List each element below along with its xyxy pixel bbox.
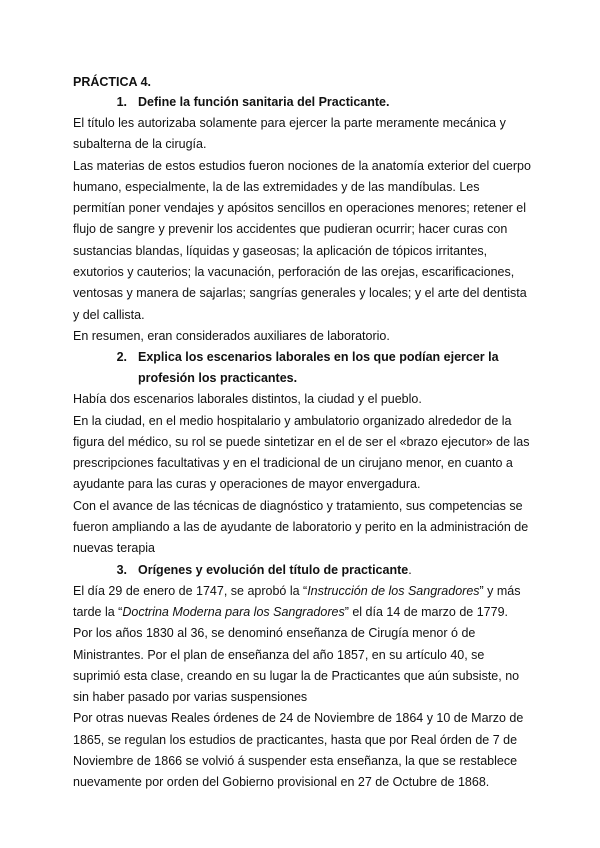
section-number: 1. [116,95,127,109]
section-heading-label: Orígenes y evolución del título de practicante [138,562,409,577]
text-run: El día 29 de enero de 1747, se aprobó la “ [73,583,308,598]
paragraph: El título les autorizaba solamente para ejercer la parte meramente mecánica y subalterna de la cirugía. [73,116,506,152]
italic-title: Instrucción de los Sangradores [307,583,480,598]
page-title: PRÁCTICA 4. [73,75,152,89]
paragraph: En resumen, eran considerados auxiliares de laboratorio. [73,328,390,343]
paragraph: Por otras nuevas Reales órdenes de 24 de Noviembre de 1864 y 10 de Marzo de 1865, se regulan los estudios de practicantes, hasta que por Real órden de 7 de Noviembre de 1866 se volvió á suspender esta enseñanza, la que se restablece nuevamente por orden del Gobierno provisional en 27 de Octubre de 1868. [73,711,524,790]
text-run: ” y más tarde la “ [73,583,521,619]
section-heading-text: Define la función sanitaria del Practicante. [138,95,390,109]
document-page [73,72,533,794]
section-heading-text: Explica los escenarios laborales en los que podían ejercer la profesión los practicantes. [138,350,499,386]
heading-period: . [408,562,412,577]
paragraph: En la ciudad, en el medio hospitalario y ambulatorio organizado alrededor de la figura del médico, su rol se puede sintetizar en el de ser el «brazo ejecutor» de las prescripciones facultativas y en el tradicional de un cirujano menor, en cuanto a ayudante para las curas y operaciones de mayor envergadura. [73,413,530,492]
section-number: 3. [116,562,127,577]
section-heading-3 [73,560,533,581]
paragraph: Había dos escenarios laborales distintos, la ciudad y el pueblo. [73,392,422,407]
text-run: ” el día 14 de marzo de 1779. [344,604,509,619]
section-heading-text [127,560,533,581]
section-heading-1 [73,92,533,113]
italic-title: Doctrina Moderna para los Sangradores [122,604,345,619]
section-number: 2. [116,350,127,365]
paragraph: Las materias de estos estudios fueron nociones de la anatomía exterior del cuerpo humano, especialmente, la de las extremidades y de las mandíbulas. Les permitían poner vendajes y apósitos sencillos en operaciones menores; retener el flujo de sangre y prevenir los accidentes que pudieran ocurrir; hacer curas con sustancias blandas, líquidas y gaseosas; la aplicación de tópicos irritantes, exutorios y cauterios; la vacunación, perforación de las orejas, escarificaciones, ventosas y manera de sajarlas; sangrías generales y locales; y el arte del dentista y del callista. [73,158,531,322]
paragraph [73,581,533,624]
paragraph: Por los años 1830 al 36, se denominó enseñanza de Cirugía menor ó de Ministrantes. Por el plan de enseñanza del año 1857, en su artículo 40, se suprimió esta clase, creando en su lugar la de Practicantes que aún subsiste, no sin haber pasado por varias suspensiones [73,626,520,705]
paragraph: Con el avance de las técnicas de diagnóstico y tratamiento, sus competencias se fueron ampliando a las de ayudante de laboratorio y perito en la administración de nuevas terapia [73,498,529,556]
section-heading-2 [73,347,533,389]
